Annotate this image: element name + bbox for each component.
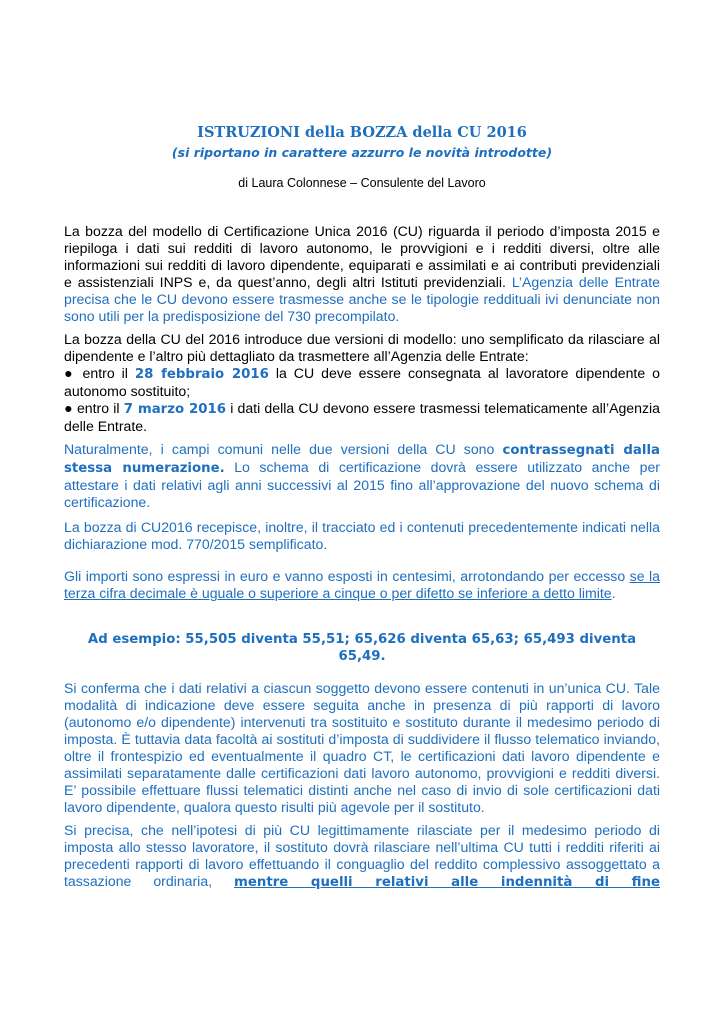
rounding-example: Ad esempio: 55,505 diventa 55,51; 65,626 diventa 65,63; 65,493 diventa 65,49. (87, 632, 637, 664)
deadline-item-2 (64, 400, 660, 435)
deadline-date-1: 28 febbraio 2016 (134, 367, 269, 382)
paragraph-multiple-cu (64, 822, 660, 891)
paragraph-intro-text: La bozza del modello di Certificazione Unica 2016 (CU) riguarda il periodo d’imposta 2015 e riepiloga i dati sui redditi di lavoro autonomo, le provvigioni e i redditi diversi, oltre alle informazioni sui redditi di lavoro dipendente, equiparati e assimilati e ai contributi previdenziali e assistenziali INPS e, da quest’anno, degli altri Istituti previdenziali. (64, 223, 660, 290)
paragraph-numbering-bold: contrassegnati dalla stessa numerazione. (64, 443, 660, 476)
paragraph-rounding-pre: Gli importi sono espressi in euro e vanno esposti in centesimi, arrotondando per eccesso (64, 568, 630, 584)
paragraph-single-cu: Si conferma che i dati relativi a ciascun soggetto devono essere contenuti in un’unica CU. Tale modalità di indicazione deve essere seguita anche in presenza di più rapporti di lavoro (autonomo e/o dipendente) intervenuti tra sostituito e sostituto durante il medesimo periodo di imposta. È tuttavia data facoltà ai sostituti d’imposta di suddividere il flusso telematico inviando, oltre il frontespizio ed eventualmente il quadro CT, le certificazioni dati lavoro dipendente e assimilati separatamente dalle certificazioni dati lavoro autonomo, provvigioni e redditi diversi. E’ possibile effettuare flussi telematici distinti anche nel caso di invio di sole certificazioni dati lavoro dipendente, qualora questo risulti più agevole per il sostituto. (64, 680, 660, 815)
paragraph-intro (64, 223, 660, 325)
paragraph-multiple-cu-bold: mentre quelli relativi alle indennità di fine (234, 875, 661, 890)
paragraph-versions (64, 331, 660, 435)
document-title: ISTRUZIONI della BOZZA della CU 2016 (197, 124, 527, 141)
paragraph-numbering-post: Lo schema di certificazione dovrà essere utilizzato anche per attestare i dati relativi agli anni successivi al 2015 fino all’approvazione del nuovo schema di certificazione. (64, 459, 660, 510)
paragraph-numbering-pre: Naturalmente, i campi comuni nelle due versioni della CU sono (64, 441, 503, 457)
deadline-text-1: la CU deve essere consegnata al lavoratore dipendente o autonomo sostituito; (64, 365, 660, 399)
paragraph-rounding (64, 568, 660, 602)
paragraph-numbering (64, 441, 660, 511)
paragraph-multiple-cu-pre: Si precisa, che nell’ipotesi di più CU legittimamente rilasciate per il medesimo periodo di imposta allo stesso lavoratore, il sostituto dovrà rilasciare nell’ultima CU tutti i redditi riferiti ai precedenti rapporti di lavoro effettuando il conguaglio del reddito complessivo assoggettato a tassazione ordinaria, (64, 822, 660, 889)
paragraph-intro-novelty: L’Agenzia delle Entrate precisa che le CU devono essere trasmesse anche se le tipologie reddituali ivi denunciate non sono utili per la predisposizione del 730 precompilato. (64, 274, 661, 324)
bullet-prefix: ● entro il (64, 365, 135, 381)
document-author: di Laura Colonnese – Consulente del Lavoro (238, 176, 486, 190)
deadline-date-2: 7 marzo 2016 (123, 402, 227, 417)
paragraph-versions-intro: La bozza della CU del 2016 introduce due versioni di modello: uno semplificato da rilasciare al dipendente e l’altro più dettagliato da trasmettere all’Agenzia delle Entrate: (64, 331, 660, 364)
paragraph-770: La bozza di CU2016 recepisce, inoltre, il tracciato ed i contenuti precedentemente indicati nella dichiarazione mod. 770/2015 semplificato. (64, 519, 660, 552)
bullet-prefix: ● entro il (64, 400, 124, 416)
document-subtitle: (si riportano in carattere azzurro le novità introdotte) (171, 145, 553, 160)
paragraph-rounding-post: . (611, 585, 616, 601)
deadline-item-1 (64, 365, 660, 400)
paragraph-rounding-underlined: se la terza cifra decimale è uguale o superiore a cinque o per difetto se inferiore a detto limite (64, 568, 660, 601)
deadline-text-2: i dati della CU devono essere trasmessi telematicamente all’Agenzia delle Entrate. (64, 400, 661, 434)
